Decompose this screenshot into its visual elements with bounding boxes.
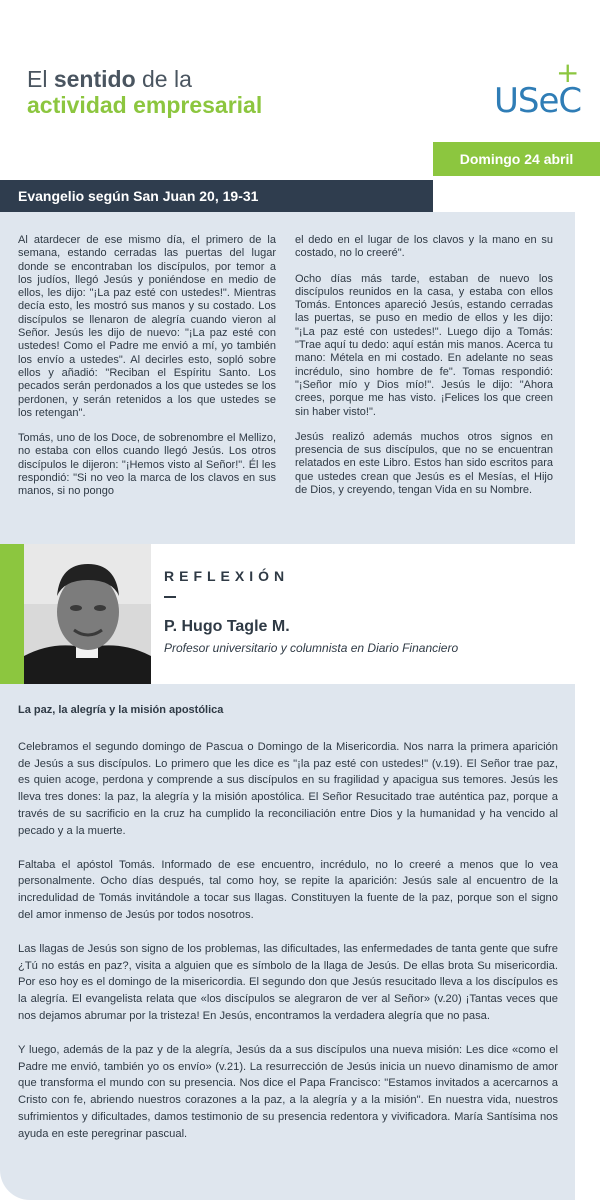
usec-logo [492,60,582,120]
article-paragraph: Celebramos el segundo domingo de Pascua o Domingo de la Misericordia. Nos narra la primera aparición de Jesús a sus discípulos. Lo primero que les dice es "¡la paz esté con ustedes!" (v.19). El Señor trae paz, es quien acoge, perdona y comprende a sus discípulos en su fragilidad y apacigua sus temores. Jesús les lleva tres dones: la paz, la alegría y la misión apostólica. El Señor Resucitado trae auténtica paz, porque a través de su sacrificio en la cruz ha cumplido la reconciliación entre Dios y la humanidad y ha vencido al pecado y a la muerte. [18,740,558,837]
page-header [0,0,600,140]
gospel-column-2 [295,234,553,509]
author-photo [24,544,151,684]
gospel-paragraph: Jesús realizó además muchos otros signos en presencia de sus discípulos, que no se encuentran relatados en este Libro. Estos han sido escritos para que ustedes crean que Jesús es el Mesías, el Hijo de Dios, y creyendo, tengan Vida en su Nombre. [295,430,553,497]
gospel-heading-bar [0,180,433,215]
reflection-label: REFLEXIÓN [164,568,290,584]
logo-plus-icon: + [556,60,580,89]
gospel-paragraph: Ocho días más tarde, estaban de nuevo los discípulos reunidos en la casa, y estaba con ellos Tomás. Entonces apareció Jesús, estando cerradas las puertas, se puso en medio de ellos y les dijo: "¡La paz esté con ustedes!". Luego dijo a Tomás: "Trae aquí tu dedo: aquí están mis manos. Acerca tu mano: Métela en mi costado. En adelante no seas incrédulo, sino hombre de fe". Tomas respondió: "¡Señor mío y Dios mío!". Jesús le dijo: "Ahora crees, porque me has visto. ¡Felices los que creen sin haber visto!". [295,272,553,418]
article-body [18,702,558,1160]
gospel-paragraph: Al atardecer de ese mismo día, el primero de la semana, estando cerradas las puertas del lugar donde se encontraban los discípulos, por temor a los judíos, llegó Jesús y poniéndose en medio de ellos, les dijo: "¡La paz esté con ustedes!". Mientras decía esto, les mostró sus manos y su costado. Los discípulos se llenaron de alegría cuando vieron al Señor. Jesús les dijo de nuevo: "¡La paz esté con ustedes! Como el Padre me envió a mí, yo también los envío a ustedes". Al decirles esto, sopló sobre ellos y añadió: "Reciban el Espíritu Santo. Los pecados serán perdonados a los que ustedes se los perdonen, y serán retenidos a los que ustedes se los retengan". [18,234,276,419]
gospel-paragraph: el dedo en el lugar de los clavos y la mano en su costado, no lo creeré". [295,234,553,260]
divider [164,596,176,598]
title-strong: sentido [53,66,136,92]
page-title [27,66,262,118]
article-paragraph: Y luego, además de la paz y de la alegría, Jesús da a sus discípulos una nueva misión: Les dice «como el Padre me envió, también yo os envío» (v.21). La resurrección de Jesús inicia un nuevo dinamismo de amor que transforma el mundo con su presencia. Nos dice el Papa Francisco: "Estamos invitados a acercarnos a Cristo con fe, abriendo nuestros corazones a la paz, a la alegría y a la misión". En nuestra vida, nuestros sufrimientos y dificultades, damos testimonio de su presencia redentora y vivificadora. María Santísima nos ayuda en este peregrinar pascual. [18,1043,558,1140]
title-line-2: actividad empresarial [27,92,263,118]
reflection-info [151,544,600,684]
author-name: P. Hugo Tagle M. [164,618,290,635]
article-paragraph: Faltaba el apóstol Tomás. Informado de ese encuentro, incrédulo, no lo creeré a menos que lo vea personalmente. Ocho días después, tal como hoy, se repite la aparición: Jesús sale al encuentro de la incredulidad de Tomás invitándole a tocar sus llagas. Constituyen la fuente de la paz, porque son el signo del amor inmenso de Jesús por todos nosotros. [18,858,558,921]
article-paragraph: Las llagas de Jesús son signo de los problemas, las dificultades, las enfermedades de tanta gente que sufre ¿Tú no estás en paz?, visita a alguien que es símbolo de la llaga de Jesús. De ellas brota Su misericordia. Por eso hoy es el domingo de la misericordia. El segundo don que Jesús resucitado lleva a los discípulos es la alegría. El evangelista relata que «los discípulos se alegraron de ver al Señor» (v.20) ¡Tantas veces que nos dejamos abrumar por la tristeza! En Jesús, encontramos la verdadera alegría que no pasa. [18,942,558,1022]
gospel-paragraph: Tomás, uno de los Doce, de sobrenombre el Mellizo, no estaba con ellos cuando llegó Jesús. Los otros discípulos le dijeron: "¡Hemos visto al Señor!". Él les respondió: "Si no veo la marca de los clavos en sus manos, si no pongo [18,432,276,498]
logo-text: USeC [494,81,582,120]
gospel-panel [0,212,575,544]
article-heading: La paz, la alegría y la misión apostólica [18,704,224,716]
accent-strip [0,544,24,684]
reflection-section [0,544,600,684]
author-role: Profesor universitario y columnista en Diario Financiero [164,641,459,655]
date-badge: Domingo 24 abril [433,142,600,176]
title-part2: de la [135,66,192,92]
title-line-1 [27,66,262,92]
gospel-column-1 [18,234,276,511]
gospel-heading: Evangelio según San Juan 20, 19-31 [18,188,259,204]
title-part1: El [27,66,54,92]
article-panel [0,684,575,1200]
